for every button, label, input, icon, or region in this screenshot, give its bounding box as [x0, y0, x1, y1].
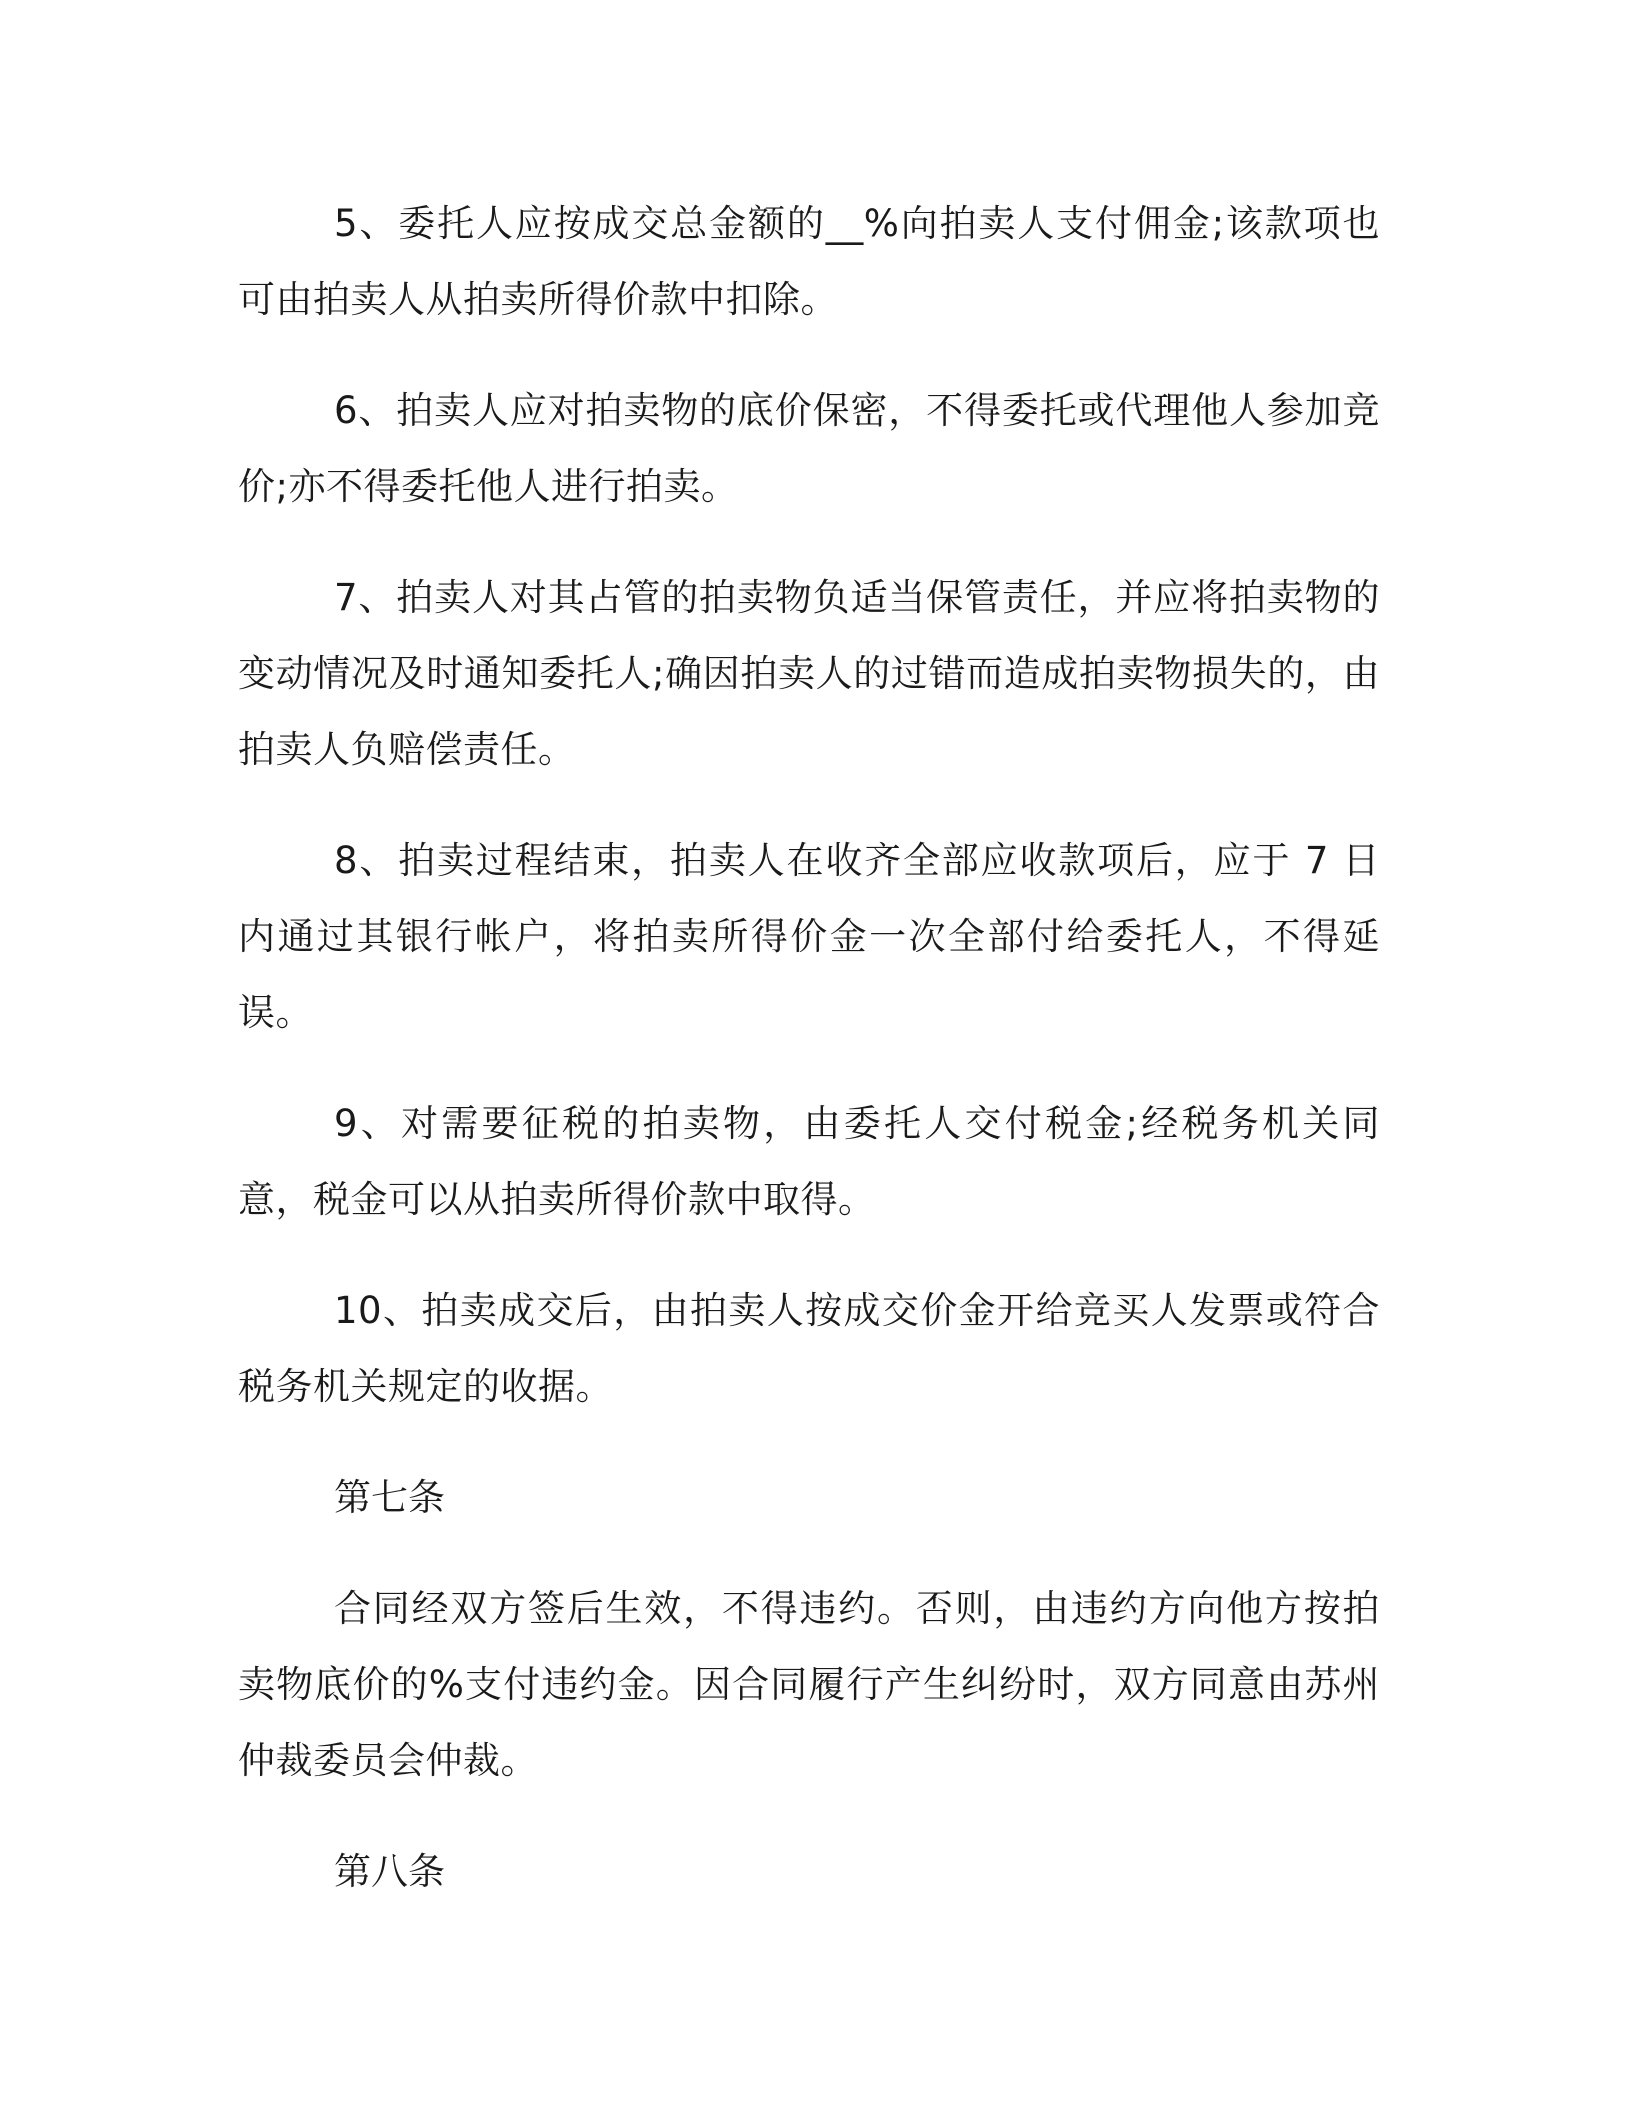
clause-6: 6、拍卖人应对拍卖物的底价保密，不得委托或代理他人参加竞价;亦不得委托他人进行拍卖。 — [238, 389, 1380, 508]
clause-9: 9、对需要征税的拍卖物，由委托人交付税金;经税务机关同意，税金可以从拍卖所得价款中取得。 — [238, 1102, 1380, 1221]
article-7-text: 合同经双方签后生效，不得违约。否则，由违约方向他方按拍卖物底价的%支付违约金。因合同履行产生纠纷时，双方同意由苏州仲裁委员会仲裁。 — [238, 1587, 1380, 1782]
clause-8: 8、拍卖过程结束，拍卖人在收齐全部应收款项后，应于 7 日内通过其银行帐户，将拍卖所得价金一次全部付给委托人，不得延误。 — [238, 839, 1380, 1034]
clause-10: 10、拍卖成交后，由拍卖人按成交价金开给竞买人发票或符合税务机关规定的收据。 — [238, 1289, 1380, 1408]
clause-7: 7、拍卖人对其占管的拍卖物负适当保管责任，并应将拍卖物的变动情况及时通知委托人;确因拍卖人的过错而造成拍卖物损失的，由拍卖人负赔偿责任。 — [238, 576, 1380, 771]
article-8-heading: 第八条 — [334, 1850, 445, 1893]
document-body — [238, 186, 1380, 1945]
article-7-heading: 第七条 — [334, 1476, 445, 1519]
clause-5: 5、委托人应按成交总金额的__%向拍卖人支付佣金;该款项也可由拍卖人从拍卖所得价款中扣除。 — [238, 202, 1380, 321]
